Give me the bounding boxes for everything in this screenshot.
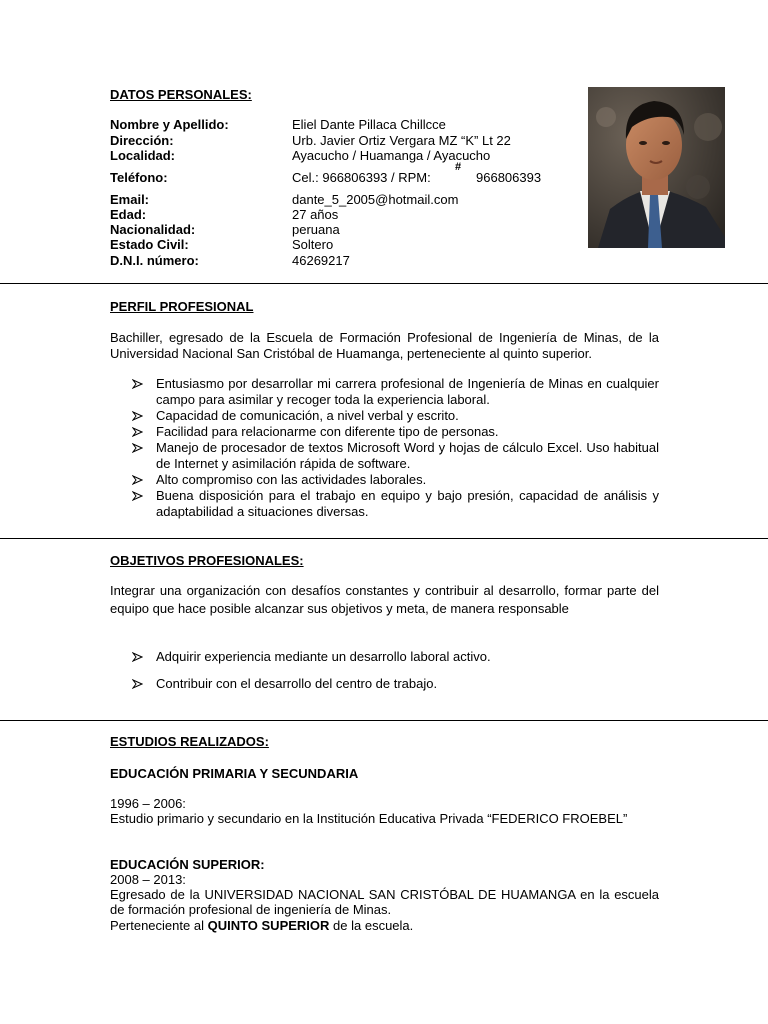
superior-ranking-suffix: de la escuela. bbox=[329, 918, 414, 933]
field-value-email[interactable]: dante_5_2005@hotmail.com bbox=[292, 192, 459, 207]
list-item: Entusiasmo por desarrollar mi carrera profesional de Ingeniería de Minas en cualquier campo para asimilar y recoger toda la experiencia laboral. bbox=[132, 376, 659, 408]
field-value-dni: 46269217 bbox=[292, 253, 350, 268]
list-item: Capacidad de comunicación, a nivel verbal y escrito. bbox=[132, 408, 659, 424]
list-item: Buena disposición para el trabajo en equipo y bajo presión, capacidad de análisis y adaptabilidad a situaciones diversas. bbox=[132, 488, 659, 520]
arrow-bullet-icon bbox=[132, 488, 143, 501]
field-label-nacionalidad: Nacionalidad: bbox=[110, 222, 196, 237]
superior-period: 2008 – 2013: bbox=[110, 872, 186, 887]
primaria-period: 1996 – 2006: bbox=[110, 796, 186, 811]
superior-ranking-prefix: Perteneciente al bbox=[110, 918, 208, 933]
field-label-direccion: Dirección: bbox=[110, 133, 174, 148]
objetivos-list bbox=[132, 649, 659, 692]
profile-photo bbox=[588, 87, 725, 248]
field-label-email: Email: bbox=[110, 192, 150, 207]
objetivos-intro: Integrar una organización con desafíos constantes y contribuir al desarrollo, formar parte del equipo que hace posible alcanzar sus objetivos y meta, de manera responsable bbox=[110, 583, 659, 616]
arrow-bullet-icon bbox=[132, 472, 143, 485]
list-item: Manejo de procesador de textos Microsoft Word y hojas de cálculo Excel. Uso habitual de Internet y asimilación rápida de software. bbox=[132, 440, 659, 472]
superior-ranking-bold: QUINTO SUPERIOR bbox=[207, 918, 330, 933]
field-value-direccion: Urb. Javier Ortiz Vergara MZ “K” Lt 22 bbox=[292, 133, 511, 148]
arrow-bullet-icon bbox=[132, 408, 143, 421]
superior-ranking bbox=[110, 918, 659, 933]
section-divider bbox=[0, 538, 768, 539]
perfil-list bbox=[132, 376, 659, 520]
field-value-nacionalidad: peruana bbox=[292, 222, 340, 237]
field-value-rpm: 966806393 bbox=[476, 170, 542, 185]
educacion-superior-title: EDUCACIÓN SUPERIOR: bbox=[110, 857, 265, 872]
estudios-realizados-heading: ESTUDIOS REALIZADOS: bbox=[110, 734, 269, 749]
field-label-dni: D.N.I. número: bbox=[110, 253, 199, 268]
profile-photo-image bbox=[588, 87, 725, 248]
objetivos-profesionales-heading: OBJETIVOS PROFESIONALES: bbox=[110, 553, 304, 568]
section-divider bbox=[0, 283, 768, 284]
primaria-secundaria-title: EDUCACIÓN PRIMARIA Y SECUNDARIA bbox=[110, 766, 359, 781]
arrow-bullet-icon bbox=[132, 424, 143, 437]
primaria-description: Estudio primario y secundario en la Institución Educativa Privada “FEDERICO FROEBEL” bbox=[110, 811, 628, 826]
rpm-hash-symbol: # bbox=[455, 161, 462, 173]
list-item: Contribuir con el desarrollo del centro de trabajo. bbox=[132, 676, 659, 692]
field-value-estado-civil: Soltero bbox=[292, 237, 334, 252]
list-item: Alto compromiso con las actividades laborales. bbox=[132, 472, 659, 488]
datos-personales-heading: DATOS PERSONALES: bbox=[110, 87, 252, 102]
perfil-intro: Bachiller, egresado de la Escuela de Formación Profesional de Ingeniería de Minas, de la Universidad Nacional San Cristóbal de Huamanga, perteneciente al quinto superior. bbox=[110, 330, 659, 361]
field-value-edad: 27 años bbox=[292, 207, 339, 222]
field-label-estado-civil: Estado Civil: bbox=[110, 237, 189, 252]
list-item: Facilidad para relacionarme con diferente tipo de personas. bbox=[132, 424, 659, 440]
arrow-bullet-icon bbox=[132, 376, 143, 389]
list-item: Adquirir experiencia mediante un desarrollo laboral activo. bbox=[132, 649, 659, 665]
field-value-nombre: Eliel Dante Pillaca Chillcce bbox=[292, 117, 446, 132]
field-label-nombre: Nombre y Apellido: bbox=[110, 117, 229, 132]
field-value-telefono: Cel.: 966806393 / RPM: bbox=[292, 170, 431, 185]
field-label-localidad: Localidad: bbox=[110, 148, 176, 163]
arrow-bullet-icon bbox=[132, 676, 143, 689]
field-label-telefono: Teléfono: bbox=[110, 170, 168, 185]
perfil-profesional-heading: PERFIL PROFESIONAL bbox=[110, 299, 254, 314]
superior-description: Egresado de la UNIVERSIDAD NACIONAL SAN CRISTÓBAL DE HUAMANGA en la escuela de formación profesional de ingeniería de Minas. bbox=[110, 887, 659, 917]
section-divider bbox=[0, 720, 768, 721]
field-label-edad: Edad: bbox=[110, 207, 147, 222]
arrow-bullet-icon bbox=[132, 440, 143, 453]
arrow-bullet-icon bbox=[132, 649, 143, 662]
field-value-localidad: Ayacucho / Huamanga / Ayacucho bbox=[292, 148, 491, 163]
